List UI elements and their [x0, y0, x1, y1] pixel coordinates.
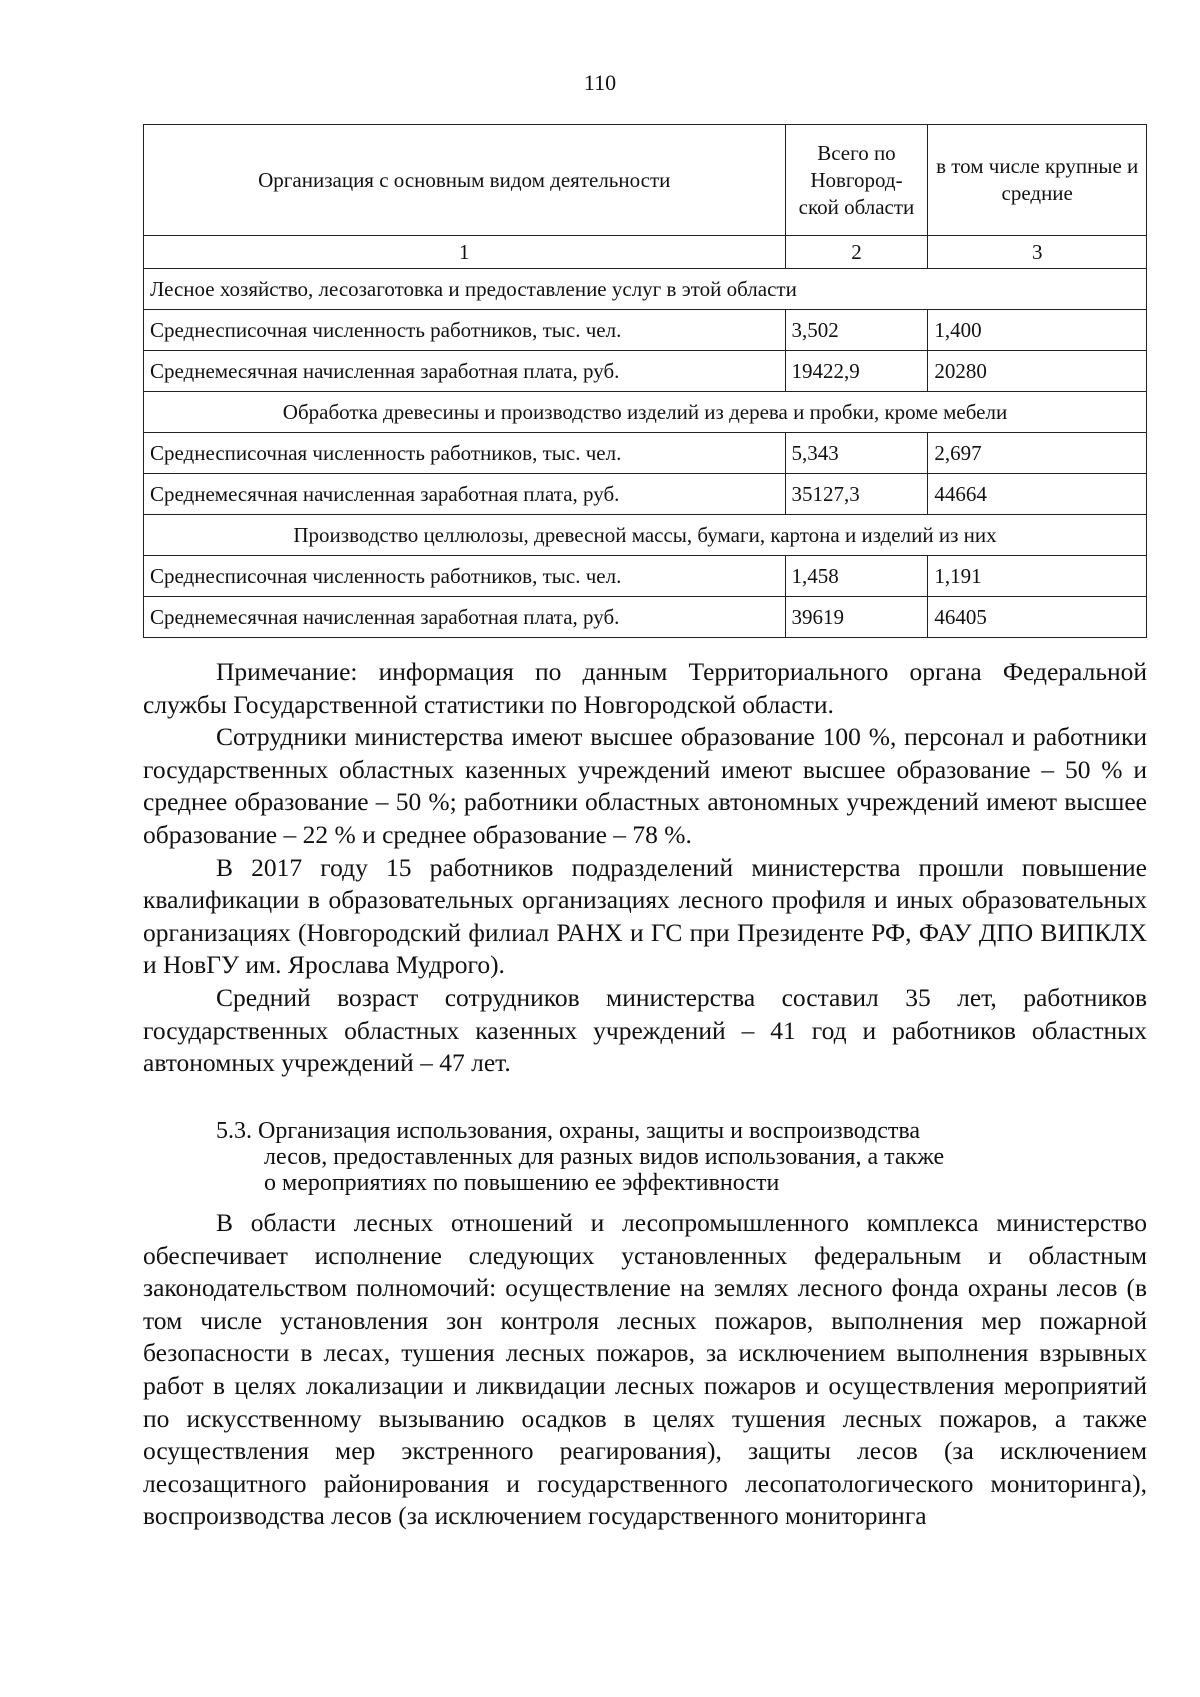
header-total: Всего по Новгород-ской области — [785, 125, 928, 236]
section-heading-line: о мероприятиях по повышению ее эффективности — [264, 1170, 780, 1196]
row-label: Среднемесячная начисленная заработная плата, руб. — [144, 351, 786, 392]
column-number: 3 — [928, 236, 1147, 269]
header-organization: Организация с основным видом деятельности — [144, 125, 786, 236]
row-large-value: 1,191 — [928, 556, 1147, 597]
row-label: Среднесписочная численность работников, тыс. чел. — [144, 433, 786, 474]
page-number: 110 — [583, 70, 617, 95]
row-total-value: 3,502 — [785, 310, 928, 351]
row-large-value: 46405 — [928, 597, 1147, 638]
row-label: Среднесписочная численность работников, тыс. чел. — [144, 310, 786, 351]
row-total-value: 35127,3 — [785, 474, 928, 515]
training-paragraph: В 2017 году 15 работников подразделений министерства прошли повышение квалификации в образовательных организациях лесного профиля и иных образовательных организациях (Новгородский филиал РАНХ и ГС при Президенте РФ, ФАУ ДПО ВИПКЛХ и НовГУ им. Ярослава Мудрого). — [143, 852, 1147, 980]
section-heading-line: лесов, предоставленных для разных видов использования, а также — [264, 1144, 945, 1170]
column-number: 2 — [785, 236, 928, 269]
row-large-value: 44664 — [928, 474, 1147, 515]
section-title: Обработка древесины и производство изделий из дерева и пробки, кроме мебели — [144, 392, 1147, 433]
table-row — [144, 556, 1147, 597]
column-numbering-row — [144, 236, 1147, 269]
body-text-upper — [143, 656, 1147, 1080]
age-paragraph: Средний возраст сотрудников министерства составил 35 лет, работников государственных областных казенных учреждений – 41 год и работников областных автономных учреждений – 47 лет. — [143, 982, 1147, 1078]
row-total-value: 19422,9 — [785, 351, 928, 392]
table-row — [144, 433, 1147, 474]
header-large-medium: в том числе крупные и средние — [928, 125, 1147, 236]
note-paragraph: Примечание: информация по данным Территориального органа Федеральной службы Государственной статистики по Новгородской области. — [143, 657, 1147, 719]
row-total-value: 39619 — [785, 597, 928, 638]
row-label: Среднемесячная начисленная заработная плата, руб. — [144, 597, 786, 638]
body-text-lower — [143, 1207, 1147, 1533]
statistics-table — [143, 124, 1147, 638]
section-row — [144, 392, 1147, 433]
row-large-value: 2,697 — [928, 433, 1147, 474]
table-row — [144, 351, 1147, 392]
table-row — [144, 474, 1147, 515]
row-label: Среднемесячная начисленная заработная плата, руб. — [144, 474, 786, 515]
column-number: 1 — [144, 236, 786, 269]
section-heading-number: 5.3. — [216, 1118, 252, 1144]
section-row — [144, 515, 1147, 556]
row-total-value: 1,458 — [785, 556, 928, 597]
row-large-value: 20280 — [928, 351, 1147, 392]
section-title: Производство целлюлозы, древесной массы, бумаги, картона и изделий из них — [144, 515, 1147, 556]
row-large-value: 1,400 — [928, 310, 1147, 351]
table-row — [144, 310, 1147, 351]
section-row — [144, 269, 1147, 310]
forest-relations-paragraph: В области лесных отношений и лесопромышленного комплекса министерство обеспечивает исполнение следующих установленных федеральным и областным законодательством полномочий: осуществление на землях лесного фонда охраны лесов (в том числе установления зон контроля лесных пожаров, выполнения мер пожарной безопасности в лесах, тушения лесных пожаров, за исключением выполнения взрывных работ в целях локализации и ликвидации лесных пожаров и осуществления мероприятий по искусственному вызыванию осадков в целях тушения лесных пожаров, а также осуществления мер экстренного реагирования), защиты лесов (за исключением лесозащитного районирования и государственного лесопатологического мониторинга), воспроизводства лесов (за исключением государственного мониторинга — [143, 1208, 1147, 1531]
table-header-row — [144, 125, 1147, 236]
table-row — [144, 597, 1147, 638]
row-label: Среднесписочная численность работников, тыс. чел. — [144, 556, 786, 597]
section-heading-line: Организация использования, охраны, защиты и воспроизводства — [258, 1118, 921, 1144]
section-heading — [216, 1118, 1096, 1196]
section-title: Лесное хозяйство, лесозаготовка и предоставление услуг в этой области — [144, 269, 1147, 310]
education-paragraph: Сотрудники министерства имеют высшее образование 100 %, персонал и работники государственных областных казенных учреждений имеют высшее образование – 50 % и среднее образование – 50 %; работники областных автономных учреждений имеют высшее образование – 22 % и среднее образование – 78 %. — [143, 722, 1147, 849]
row-total-value: 5,343 — [785, 433, 928, 474]
